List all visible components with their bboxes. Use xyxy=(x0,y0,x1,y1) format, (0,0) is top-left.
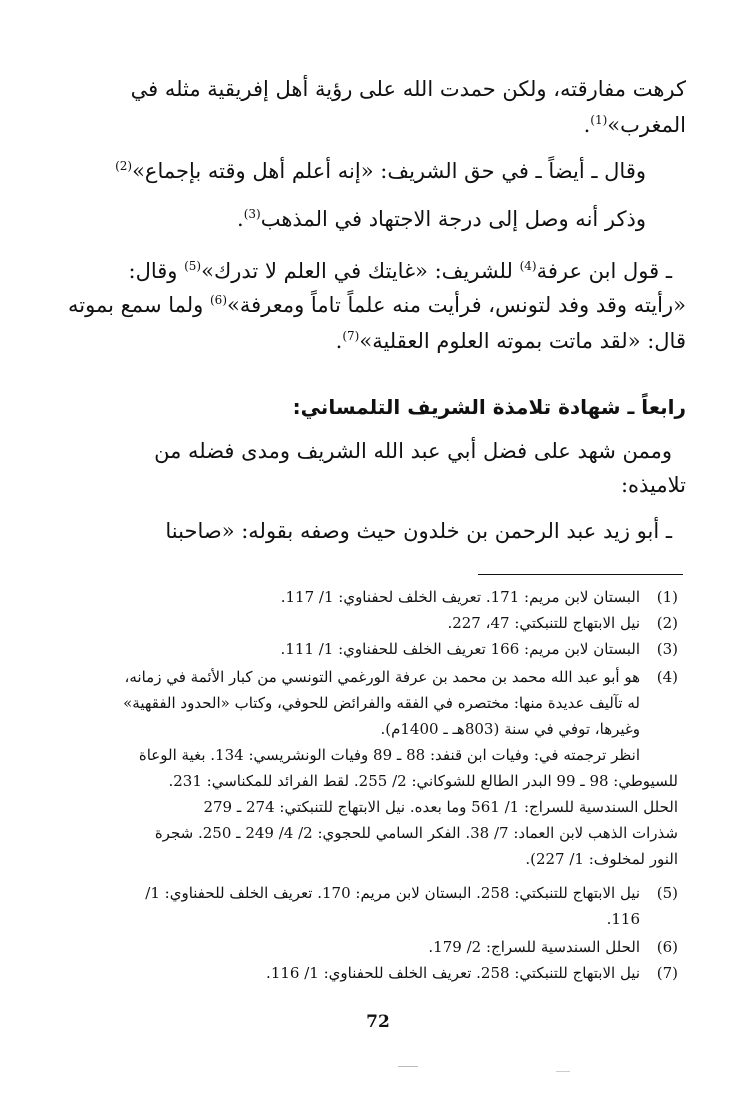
section-heading: رابعاً ـ شهادة تلامذة الشريف التلمساني: xyxy=(292,395,686,419)
scan-mark xyxy=(398,1066,418,1067)
footnote-text: نيل الابتهاج للتنبكتي: 258. تعريف الخلف للحفناوي: 1/ 116. xyxy=(266,964,640,982)
paragraph-line: كرهت مفارقته، ولكن حمدت الله على رؤية أهل إفريقية مثله في xyxy=(130,77,686,101)
paragraph-line: وذكر أنه وصل إلى درجة الاجتهاد في المذهب$^{(3)}$. xyxy=(237,207,646,231)
footnote-text: البستان لابن مريم: 166 تعريف الخلف للحفناوي: 1/ 111. xyxy=(280,640,640,658)
footnote-separator xyxy=(478,574,683,575)
footnote-text: انظر ترجمته في: وفيات ابن قنفد: 88 ـ 89 وفيات الونشريسي: 134. بغية الوعاة xyxy=(138,746,640,764)
footnote-text: نيل الابتهاج للتنبكتي: 47، 227. xyxy=(447,614,640,632)
footnote-text: 116. xyxy=(606,910,640,928)
footnote-text: له تآليف عديدة منها: مختصره في الفقه والفرائض للحوفي، وكتاب «الحدود الفقهية» xyxy=(123,694,640,712)
footnote-text: الحلل السندسية للسراج: 1/ 561 وما بعده. نيل الابتهاج للتنبكتي: 274 ـ 279 xyxy=(203,798,678,816)
scan-mark xyxy=(556,1071,570,1072)
footnote-ref: (3) xyxy=(243,207,261,221)
paragraph-line: المغرب»$^{(1)}$. xyxy=(583,113,686,137)
paragraph-line: وقال ـ أيضاً ـ في حق الشريف: «إنه أعلم أهل وقته بإجماع»$^{(2)}$ xyxy=(115,159,646,183)
footnote-number: (7) xyxy=(656,964,678,982)
footnote-text: للسيوطي: 98 ـ 99 البدر الطالع للشوكاني: 2/ 255. لقط الفرائد للمكناسي: 231. xyxy=(168,772,678,790)
footnote-ref: (7) xyxy=(342,329,360,343)
footnote-number: (1) xyxy=(656,588,678,606)
footnote-number: (2) xyxy=(656,614,678,632)
footnote-text: هو أبو عبد الله محمد بن محمد بن عرفة الورغمي التونسي من كبار الأئمة في زمانه، xyxy=(124,668,640,686)
footnote-text: الحلل السندسية للسراج: 2/ 179. xyxy=(428,938,640,956)
paragraph-line: تلاميذه: xyxy=(620,473,686,497)
footnote-ref: (1) xyxy=(590,113,608,127)
footnote-number: (3) xyxy=(656,640,678,658)
paragraph-line: ـ أبو زيد عبد الرحمن بن خلدون حيث وصفه بقوله: «صاحبنا xyxy=(165,519,672,543)
footnote-number: (5) xyxy=(656,884,678,902)
footnote-ref: (6) xyxy=(209,293,227,307)
paragraph-line: «رأيته وقد وفد لتونس، فرأيت منه علماً تاماً ومعرفة»$^{(6)}$ ولما سمع بموته xyxy=(68,293,686,317)
page-number: 72 xyxy=(366,1012,390,1032)
footnote-ref: (2) xyxy=(115,159,133,173)
footnote-ref: (4) xyxy=(519,259,537,273)
footnote-ref: (5) xyxy=(184,259,202,273)
footnote-text: نيل الابتهاج للتنبكتي: 258. البستان لابن مريم: 170. تعريف الخلف للحفناوي: 1/ xyxy=(145,884,640,902)
footnote-number: (6) xyxy=(656,938,678,956)
footnote-number: (4) xyxy=(656,668,678,686)
footnote-text: النور لمخلوف: 1/ 227). xyxy=(525,850,678,868)
paragraph-line: قال: «لقد ماتت بموته العلوم العقلية»$^{(7)}$. xyxy=(335,329,686,353)
footnote-text: البستان لابن مريم: 171. تعريف الخلف لحفناوي: 1/ 117. xyxy=(280,588,640,606)
footnote-text: وغيرها، توفي في سنة (803هـ ـ 1400م). xyxy=(380,720,640,738)
footnote-text: شذرات الذهب لابن العماد: 7/ 38. الفكر السامي للحجوي: 2/ 4/ 249 ـ 250. شجرة xyxy=(154,824,678,842)
paragraph-line: وممن شهد على فضل أبي عبد الله الشريف ومدى فضله من xyxy=(154,439,672,463)
paragraph-line: ـ قول ابن عرفة$^{(4)}$ للشريف: «غايتك في العلم لا تدرك»$^{(5)}$ وقال: xyxy=(128,259,672,283)
